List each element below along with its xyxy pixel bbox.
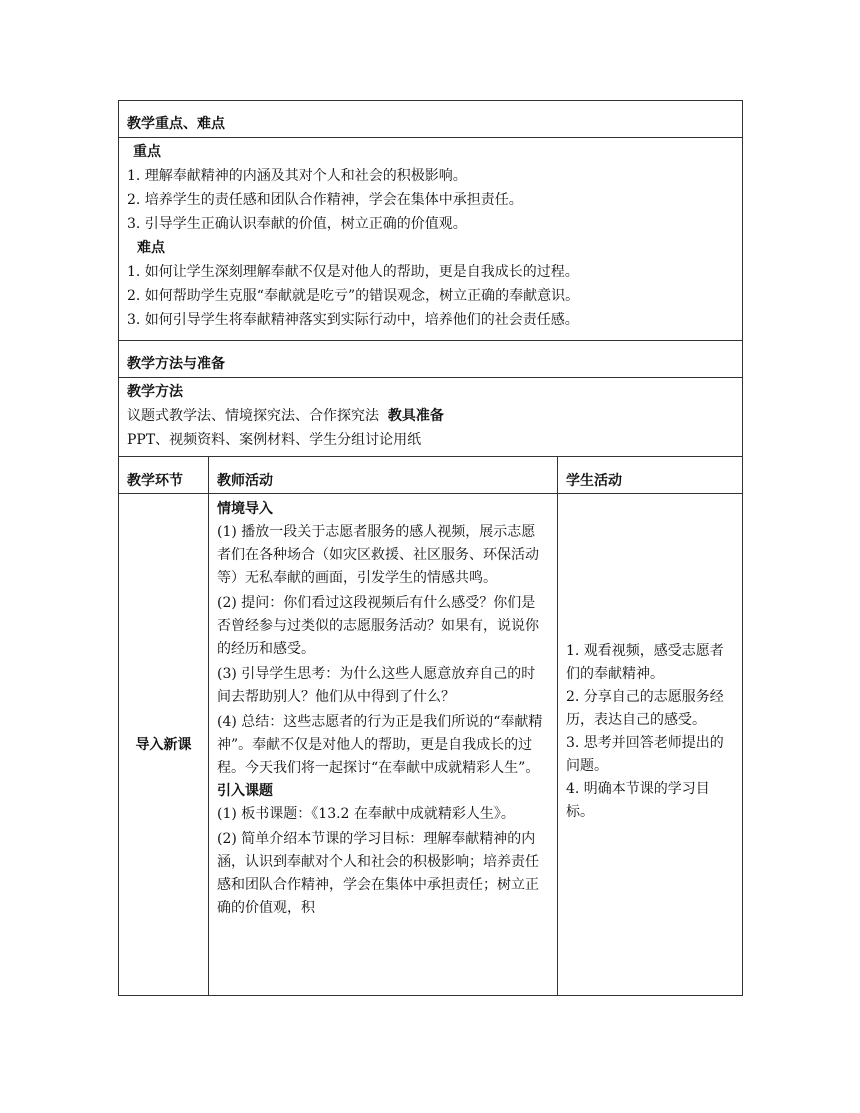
method-header-cell bbox=[119, 341, 743, 378]
student-item: 3. 思考并回答老师提出的问题。 bbox=[566, 735, 724, 774]
nandian-item: 2. 如何帮助学生克服“奉献就是吃亏”的错误观念，树立正确的奉献意识。 bbox=[127, 288, 580, 304]
student-item: 2. 分享自己的志愿服务经历，表达自己的感受。 bbox=[566, 689, 724, 728]
lesson-plan-table bbox=[118, 100, 743, 996]
col-header-student: 学生活动 bbox=[558, 457, 743, 494]
teacher-heading-topic: 引入课题 bbox=[217, 783, 273, 799]
teacher-paragraph: (4) 总结：这些志愿者的行为正是我们所说的“奉献精神”。奉献不仅是对他人的帮助，更是自我成长的过程。今天我们将一起探讨“在奉献中成就精彩人生”。 bbox=[217, 714, 543, 776]
student-item: 4. 明确本节课的学习目标。 bbox=[566, 781, 710, 820]
key-points-header-cell bbox=[119, 101, 743, 138]
student-activity-cell bbox=[558, 494, 743, 996]
col-header-teacher: 教师活动 bbox=[209, 457, 558, 494]
method-label: 教学方法 bbox=[127, 384, 183, 400]
method-section-title: 教学方法与准备 bbox=[127, 356, 225, 372]
stage-label: 导入新课 bbox=[135, 736, 192, 753]
teacher-paragraph: (2) 提问：你们看过这段视频后有什么感受？你们是否曾经参与过类似的志愿服务活动？如果有，说说你的经历和感受。 bbox=[217, 595, 539, 657]
nandian-item: 1. 如何让学生深刻理解奉献不仅是对他人的帮助，更是自我成长的过程。 bbox=[127, 264, 579, 280]
method-line bbox=[127, 404, 734, 428]
teacher-paragraph: (3) 引导学生思考：为什么这些人愿意放弃自己的时间去帮助别人？他们从中得到了什么？ bbox=[217, 666, 536, 705]
key-points-body bbox=[119, 138, 743, 341]
student-item: 1. 观看视频，感受志愿者们的奉献精神。 bbox=[566, 643, 724, 682]
teacher-paragraph: (1) 板书课题：《13.2 在奉献中成就精彩人生》。 bbox=[217, 806, 515, 822]
nandian-item: 3. 如何引导学生将奉献精神落实到实际行动中，培养他们的社会责任感。 bbox=[127, 312, 579, 328]
stage-cell bbox=[119, 494, 209, 996]
zhongdian-item: 2. 培养学生的责任感和团队合作精神，学会在集体中承担责任。 bbox=[127, 192, 523, 208]
teacher-paragraph: (2) 简单介绍本节课的学习目标：理解奉献精神的内涵，认识到奉献对个人和社会的积极影响；培养责任感和团队合作精神，学会在集体中承担责任；树立正确的价值观，积 bbox=[217, 831, 539, 916]
method-text: 议题式教学法、情境探究法、合作探究法 bbox=[127, 408, 379, 424]
lesson-plan-page bbox=[118, 100, 742, 996]
teacher-paragraph: (1) 播放一段关于志愿者服务的感人视频，展示志愿者们在各种场合（如灾区救援、社区服务、环保活动等）无私奉献的画面，引发学生的情感共鸣。 bbox=[217, 524, 539, 586]
zhongdian-item: 3. 引导学生正确认识奉献的价值，树立正确的价值观。 bbox=[127, 216, 467, 232]
col-header-stage: 教学环节 bbox=[119, 457, 209, 494]
teacher-heading-intro: 情境导入 bbox=[217, 501, 273, 517]
method-body bbox=[119, 378, 743, 457]
prep-text: PPT、视频资料、案例材料、学生分组讨论用纸 bbox=[127, 432, 422, 448]
zhongdian-label: 重点 bbox=[133, 144, 161, 160]
teacher-activity-cell bbox=[209, 494, 558, 996]
prep-label: 教具准备 bbox=[387, 408, 444, 424]
zhongdian-item: 1. 理解奉献精神的内涵及其对个人和社会的积极影响。 bbox=[127, 168, 467, 184]
nandian-label: 难点 bbox=[137, 240, 165, 256]
key-points-title: 教学重点、难点 bbox=[127, 116, 225, 132]
